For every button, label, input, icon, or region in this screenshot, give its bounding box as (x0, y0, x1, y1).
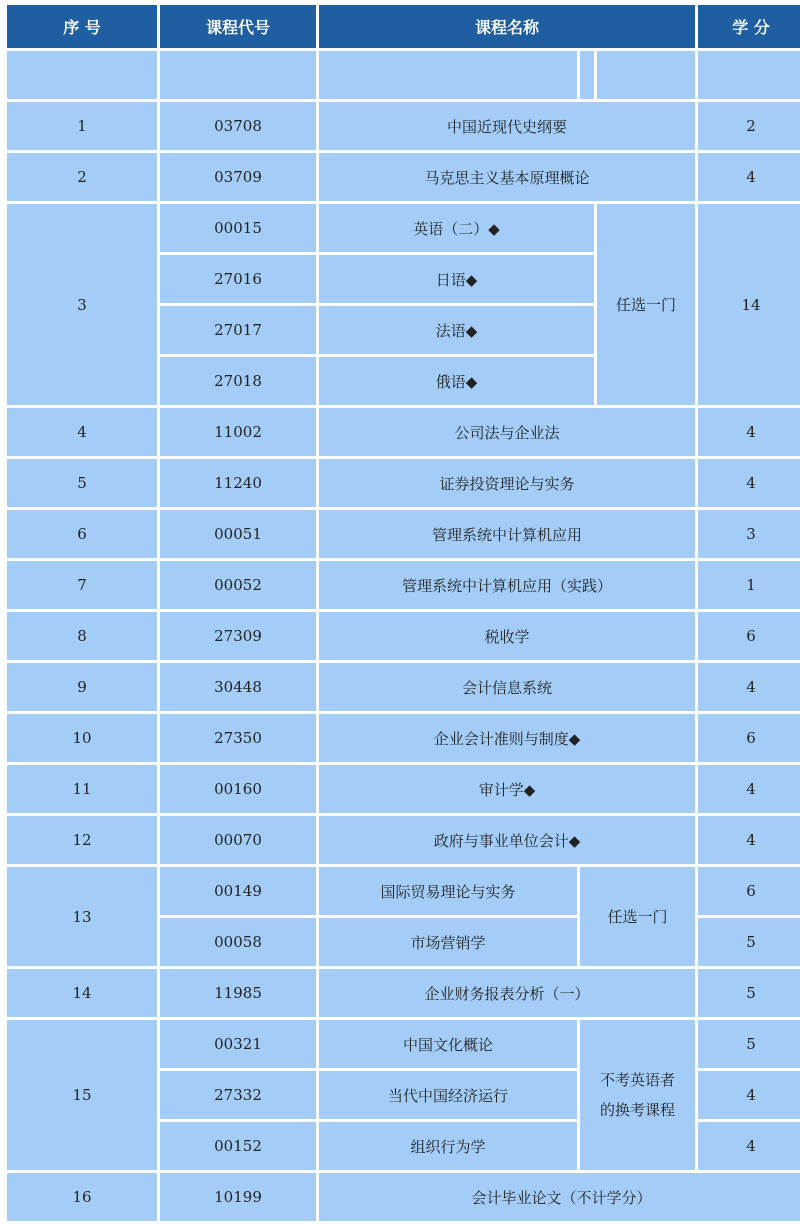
name-cell: 组织行为学 (319, 1122, 577, 1170)
credits-cell: 4 (698, 459, 800, 507)
seq-cell: 4 (7, 408, 157, 456)
credits-cell: 5 (698, 1020, 800, 1068)
name-cell: 管理系统中计算机应用 (319, 510, 695, 558)
header-code: 课程代号 (160, 5, 316, 48)
credits-cell: 3 (698, 510, 800, 558)
course-table (4, 2, 800, 1224)
name-cell: 税收学 (319, 612, 695, 660)
group-note-cell: 任选一门 (597, 204, 695, 405)
header-name: 课程名称 (319, 5, 695, 48)
name-cell: 中国文化概论 (319, 1020, 577, 1068)
header-row (7, 5, 800, 48)
name-cell: 市场营销学 (319, 918, 577, 966)
seq-cell: 1 (7, 102, 157, 150)
code-cell: 27018 (160, 357, 316, 405)
credits-cell: 14 (698, 204, 800, 405)
name-cell: 审计学◆ (319, 765, 695, 813)
table-row (7, 1020, 800, 1068)
name-cell: 俄语◆ (319, 357, 594, 405)
table-row (7, 561, 800, 609)
table-row (7, 816, 800, 864)
code-cell: 03709 (160, 153, 316, 201)
code-cell: 11240 (160, 459, 316, 507)
name-cell: 法语◆ (319, 306, 594, 354)
code-cell: 03708 (160, 102, 316, 150)
credits-cell: 1 (698, 561, 800, 609)
group-note-cell (580, 1020, 695, 1170)
seq-cell: 13 (7, 867, 157, 966)
name-cell: 日语◆ (319, 255, 594, 303)
seq-cell: 14 (7, 969, 157, 1017)
code-cell: 00149 (160, 867, 316, 915)
table-row (7, 765, 800, 813)
code-cell: 00015 (160, 204, 316, 252)
code-cell: 11002 (160, 408, 316, 456)
code-cell: 00321 (160, 1020, 316, 1068)
credits-cell: 4 (698, 816, 800, 864)
table-row (7, 459, 800, 507)
seq-cell: 9 (7, 663, 157, 711)
code-cell: 27017 (160, 306, 316, 354)
credits-cell: 4 (698, 1122, 800, 1170)
seq-cell: 3 (7, 204, 157, 405)
code-cell: 30448 (160, 663, 316, 711)
credits-cell: 5 (698, 918, 800, 966)
code-cell: 00058 (160, 918, 316, 966)
table-row (7, 204, 800, 252)
code-cell: 00051 (160, 510, 316, 558)
credits-cell: 2 (698, 102, 800, 150)
seq-cell: 11 (7, 765, 157, 813)
table-row (7, 510, 800, 558)
code-cell: 27332 (160, 1071, 316, 1119)
table-row (7, 153, 800, 201)
name-cell: 政府与事业单位会计◆ (319, 816, 695, 864)
name-cell: 中国近现代史纲要 (319, 102, 695, 150)
name-cell: 企业财务报表分析（一） (319, 969, 695, 1017)
group-note-cell: 任选一门 (580, 867, 695, 966)
code-cell: 00052 (160, 561, 316, 609)
code-cell: 27350 (160, 714, 316, 762)
credits-cell: 4 (698, 408, 800, 456)
credits-cell: 4 (698, 1071, 800, 1119)
name-cell: 证券投资理论与实务 (319, 459, 695, 507)
credits-cell: 4 (698, 153, 800, 201)
group-note-line: 的换考课程 (600, 1101, 676, 1119)
table-row (7, 102, 800, 150)
name-cell: 公司法与企业法 (319, 408, 695, 456)
name-cell: 企业会计准则与制度◆ (319, 714, 695, 762)
credits-cell: 6 (698, 867, 800, 915)
seq-cell: 6 (7, 510, 157, 558)
table-row (7, 612, 800, 660)
credits-cell: 6 (698, 612, 800, 660)
seq-cell: 10 (7, 714, 157, 762)
table-row (7, 408, 800, 456)
name-cell: 英语（二）◆ (319, 204, 594, 252)
code-cell: 27309 (160, 612, 316, 660)
table-row (7, 969, 800, 1017)
table-row (7, 714, 800, 762)
seq-cell: 16 (7, 1173, 157, 1221)
credits-cell: 4 (698, 765, 800, 813)
credits-cell: 5 (698, 969, 800, 1017)
table-row (7, 1173, 800, 1221)
name-cell: 会计信息系统 (319, 663, 695, 711)
header-credits: 学 分 (698, 5, 800, 48)
name-cell: 国际贸易理论与实务 (319, 867, 577, 915)
seq-cell: 7 (7, 561, 157, 609)
name-cell: 当代中国经济运行 (319, 1071, 577, 1119)
code-cell: 27016 (160, 255, 316, 303)
code-cell: 00070 (160, 816, 316, 864)
table-row (7, 867, 800, 915)
seq-cell: 2 (7, 153, 157, 201)
credits-cell: 4 (698, 663, 800, 711)
seq-cell: 5 (7, 459, 157, 507)
code-cell: 11985 (160, 969, 316, 1017)
seq-cell: 8 (7, 612, 157, 660)
code-cell: 00152 (160, 1122, 316, 1170)
code-cell: 10199 (160, 1173, 316, 1221)
table-row (7, 663, 800, 711)
group-note-line: 不考英语者 (600, 1071, 676, 1089)
code-cell: 00160 (160, 765, 316, 813)
credits-cell: 6 (698, 714, 800, 762)
name-cell: 会计毕业论文（不计学分） (319, 1173, 800, 1221)
seq-cell: 15 (7, 1020, 157, 1170)
header-seq: 序 号 (7, 5, 157, 48)
seq-cell: 12 (7, 816, 157, 864)
name-cell: 管理系统中计算机应用（实践） (319, 561, 695, 609)
name-cell: 马克思主义基本原理概论 (319, 153, 695, 201)
